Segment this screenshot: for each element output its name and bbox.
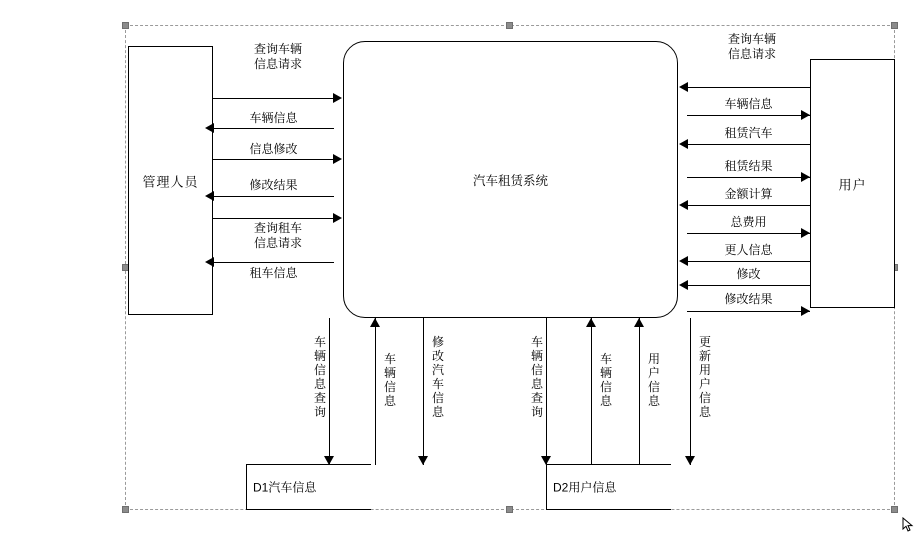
resize-handle-top-right[interactable] [891,22,898,29]
process-label: 汽车租赁系统 [472,173,548,188]
flow-line-user-6 [687,233,810,234]
flow-label-user-1-line1: 查询车辆 [727,32,776,46]
flow-arrow-user-1 [679,82,688,92]
resize-handle-top-left[interactable] [122,22,129,29]
flow-line-user-9 [687,311,810,312]
flow-line-user-2 [687,115,810,116]
flow-label-admin-5-line1: 查询租车 [253,221,302,235]
flow-line-store-2 [375,318,376,465]
flow-arrow-store-7 [685,456,695,465]
flow-line-user-8 [687,285,810,286]
flow-line-store-3 [423,318,424,465]
flow-label-store-7: 更新用户信息 [698,335,711,419]
data-store-d1-label: D1汽车信息 [253,480,317,495]
flow-line-admin-3 [213,159,334,160]
flow-label-user-6: 总费用 [730,215,767,229]
flow-arrow-store-3 [418,456,428,465]
external-entity-admin[interactable] [128,46,213,315]
flow-arrow-store-2 [370,318,380,327]
flow-label-user-9: 修改结果 [724,292,773,306]
flow-line-admin-1 [213,98,334,99]
flow-line-store-7 [690,318,691,465]
flow-line-admin-4 [213,196,334,197]
flow-label-admin-6: 租车信息 [249,266,298,280]
flow-label-user-7: 更人信息 [724,243,773,257]
flow-label-store-1: 车辆信息查询 [313,335,326,419]
flow-arrow-store-5 [586,318,596,327]
flow-label-user-3: 租赁汽车 [724,126,773,140]
flow-label-store-6: 用户信息 [647,352,660,408]
external-entity-admin-label: 管理人员 [142,174,199,189]
data-store-d2[interactable] [546,464,671,510]
flow-label-admin-5 [213,221,343,251]
data-store-d1[interactable] [246,464,371,510]
flow-arrow-store-1 [324,456,334,465]
data-store-d2-label: D2用户信息 [553,480,617,495]
flow-arrow-admin-1 [333,93,342,103]
flow-arrow-store-4 [541,456,551,465]
flow-line-store-4 [546,318,547,465]
resize-handle-bottom-right[interactable] [891,506,898,513]
flow-line-store-6 [639,318,640,465]
flow-label-user-8: 修改 [736,267,761,281]
external-entity-user[interactable] [810,59,895,308]
flow-line-store-1 [329,318,330,465]
flow-line-user-1 [687,87,810,88]
flow-line-user-7 [687,261,810,262]
flow-arrow-store-6 [634,318,644,327]
flow-label-user-1-line2: 信息请求 [727,47,776,61]
flow-label-admin-4: 修改结果 [249,178,298,192]
flow-label-user-5: 金额计算 [724,187,773,201]
flow-label-user-2: 车辆信息 [724,97,773,111]
flow-label-admin-2: 车辆信息 [249,111,298,125]
process-car-rental-system[interactable] [343,41,678,318]
flow-label-admin-1-line1: 查询车辆 [253,42,302,56]
flow-line-user-4 [687,177,810,178]
flow-arrow-user-9 [801,306,810,316]
flow-label-store-5: 车辆信息 [599,352,612,408]
flow-line-user-3 [687,144,810,145]
flow-line-admin-6 [213,262,334,263]
flow-label-store-4: 车辆信息查询 [530,335,543,419]
mouse-cursor [902,517,912,531]
flow-line-admin-2 [213,128,334,129]
flow-label-admin-1 [213,42,343,72]
flow-label-admin-1-line2: 信息请求 [253,57,302,71]
flow-label-admin-5-line2: 信息请求 [253,236,302,250]
external-entity-user-label: 用户 [838,177,867,192]
flow-line-user-5 [687,205,810,206]
flow-line-store-5 [591,318,592,465]
resize-handle-bottom-center[interactable] [506,506,513,513]
flow-label-admin-3: 信息修改 [249,142,298,156]
flow-label-store-3: 修改汽车信息 [431,335,444,419]
resize-handle-bottom-left[interactable] [122,506,129,513]
flow-label-user-1 [687,32,817,62]
flow-line-admin-5 [213,218,334,219]
resize-handle-top-center[interactable] [506,22,513,29]
flow-arrow-admin-3 [333,154,342,164]
flow-label-store-2: 车辆信息 [383,352,396,408]
flow-label-user-4: 租赁结果 [724,159,773,173]
